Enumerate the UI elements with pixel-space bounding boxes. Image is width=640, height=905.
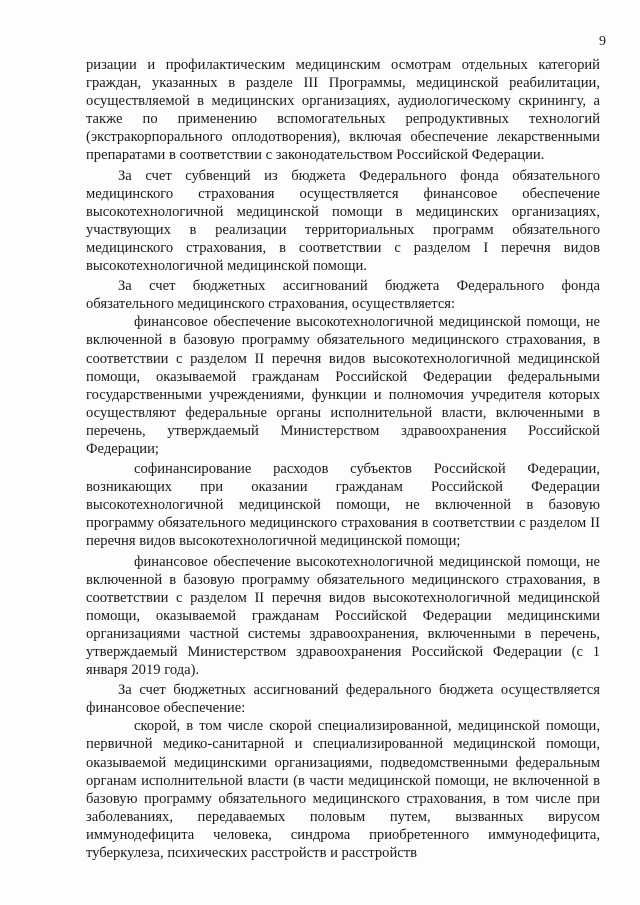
paragraph-continuation: ризации и профилактическим медицинским осмотрам отдельных категорий граждан, указанных в разделе III Программы, медицинской реабилитации, осуществляемой в медицинских организациях, аудиологическому скринингу, а также по применению вспомогательных репродуктивных технологий (экстракорпорального оплодотворения), включая обеспечение лекарственными препаратами в соответствии с законодательством Российской Федерации.	[86, 57, 600, 164]
paragraph-federal-budget: За счет бюджетных ассигнований федерального бюджета осуществляется финансовое обеспечение:	[86, 682, 600, 717]
page-number: 9	[599, 34, 606, 49]
list-item-federal-institutions: финансовое обеспечение высокотехнологичной медицинской помощи, не включенной в базовую программу обязательного медицинского страхования, в соответствии с разделом II перечня видов высокотехнологичной медицинской помощи, оказываемой гражданам Российской Федерации федеральными государственными учреждениями, функции и полномочия учредителя которых осуществляют федеральные органы исполнительной власти, включенными в перечень, утверждаемый Министерством здравоохранения Российской Федерации;	[86, 314, 600, 457]
document-body	[86, 56, 600, 862]
list-item-cofinancing: софинансирование расходов субъектов Российской Федерации, возникающих при оказании гражданам Российской Федерации высокотехнологичной медицинской помощи, не включенной в базовую программу обязательного медицинского страхования в соответствии с разделом II перечня видов высокотехнологичной медицинской помощи;	[86, 461, 600, 550]
list-item-private-organizations: финансовое обеспечение высокотехнологичной медицинской помощи, не включенной в базовую программу обязательного медицинского страхования, в соответствии с разделом II перечня видов высокотехнологичной медицинской помощи, оказываемой гражданам Российской Федерации медицинскими организациями частной системы здравоохранения, включенными в перечень, утверждаемый Министерством здравоохранения Российской Федерации (с 1 января 2019 года).	[86, 553, 600, 679]
list-item-emergency-care: скорой, в том числе скорой специализированной, медицинской помощи, первичной медико-санитарной и специализированной медицинской помощи, оказываемой медицинскими организациями, подведомственными федеральным органам исполнительной власти (в части медицинской помощи, не включенной в базовую программу обязательного медицинского страхования, в том числе при заболеваниях, передаваемых половым путем, вызванных вирусом иммунодефицита человека, синдрома приобретенного иммунодефицита, туберкулеза, психических расстройств и расстройств	[86, 718, 600, 862]
paragraph-ffoms-budget: За счет бюджетных ассигнований бюджета Федерального фонда обязательного медицинского страхования, осуществляется:	[86, 278, 600, 313]
paragraph-subventions: За счет субвенций из бюджета Федерального фонда обязательного медицинского страхования осуществляется финансовое обеспечение высокотехнологичной медицинской помощи в медицинских организациях, участвующих в реализации территориальных программ обязательного медицинского страхования, в соответствии с разделом I перечня видов высокотехнологичной медицинской помощи.	[86, 167, 600, 275]
